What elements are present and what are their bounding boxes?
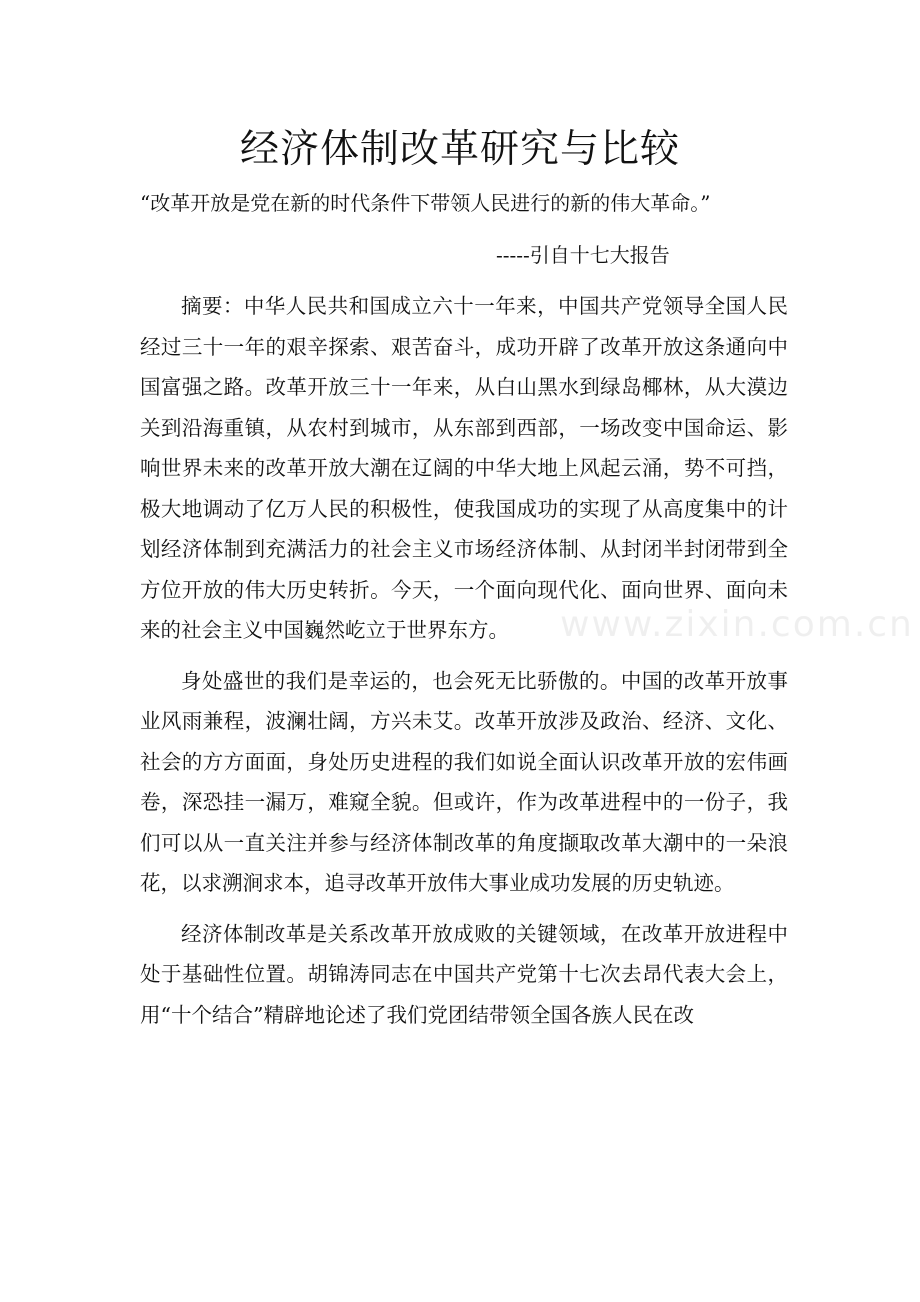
epigraph-attribution: -----引自十七大报告 xyxy=(496,243,670,267)
watermark: www.zixin.com.cn xyxy=(560,604,914,645)
body-paragraph: 经济体制改革是关系改革开放成败的关键领域，在改革开放进程中处于基础性位置。胡锦涛同志在中国共产党第十七次去昂代表大会上，用“十个结合”精辟地论述了我们党团结带领全国各族人民在改 xyxy=(140,921,788,1027)
epigraph-quote: “改革开放是党在新的时代条件下带领人民进行的新的伟大革命。” xyxy=(140,191,711,215)
abstract-paragraph: 摘要：中华人民共和国成立六十一年来，中国共产党领导全国人民经过三十一年的艰辛探索、艰苦奋斗，成功开辟了改革开放这条通向中国富强之路。改革开放三十一年来，从白山黑水到绿岛椰林，从大漠边关到沿海重镇，从农村到城市，从东部到西部，一场改变中国命运、影响世界未来的改革开放大潮在辽阔的中华大地上风起云涌，势不可挡，极大地调动了亿万人民的积极性，使我国成功的实现了从高度集中的计划经济体制到充满活力的社会主义市场经济体制、从封闭半封闭带到全方位开放的伟大历史转折。今天，一个面向现代化、面向世界、面向未来的社会主义中国巍然屹立于世界东方。 xyxy=(140,294,788,642)
document-title: 经济体制改革研究与比较 xyxy=(239,127,680,172)
document-body xyxy=(140,286,788,1045)
body-paragraph: 身处盛世的我们是幸运的，也会死无比骄傲的。中国的改革开放事业风雨兼程，波澜壮阔，方兴未艾。改革开放涉及政治、经济、文化、社会的方方面面，身处历史进程的我们如说全面认识改革开放的宏伟画卷，深恐挂一漏万，难窥全貌。但或许，作为改革进程中的一份子，我们可以从一直关注并参与经济体制改革的角度撷取改革大潮中的一朵浪花，以求溯涧求本，追寻改革开放伟大事业成功发展的历史轨迹。 xyxy=(140,668,788,895)
